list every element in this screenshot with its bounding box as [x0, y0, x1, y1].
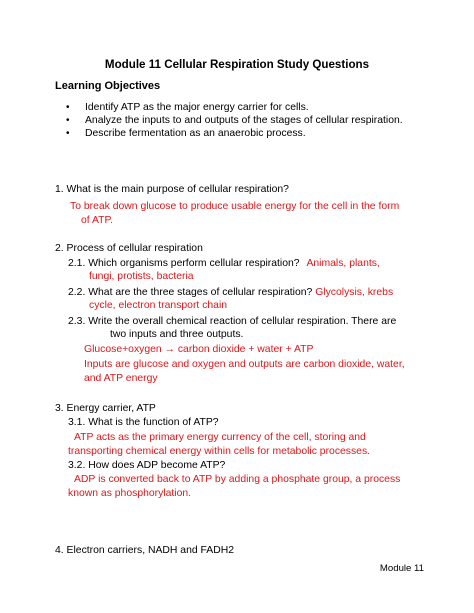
question-1: 1. What is the main purpose of cellular respiration? — [55, 184, 289, 195]
objective-text: Identify ATP as the major energy carrier for cells. — [85, 102, 309, 113]
answer-2-3-line-2: Inputs are glucose and oxygen and outputs are carbon dioxide, water, — [84, 359, 405, 370]
page-footer: Module 11 — [379, 563, 424, 574]
question-2-2-label: 2.2. What are the three stages of cellular respiration? — [68, 287, 313, 298]
question-3-1: 3.1. What is the function of ATP? — [68, 417, 219, 428]
bullet-icon: • — [66, 102, 70, 113]
question-2-1-label: 2.1. Which organisms perform cellular respiration? — [68, 258, 300, 269]
answer-1-line-2: of ATP. — [81, 215, 113, 226]
answer-2-2-part-1: Glycolysis, krebs — [315, 287, 394, 298]
bullet-icon: • — [66, 115, 70, 126]
bullet-icon: • — [66, 128, 70, 139]
answer-2-2-part-2: cycle, electron transport chain — [89, 300, 228, 311]
answer-2-1-part-2: fungi, protists, bacteria — [89, 271, 194, 282]
answer-1-line-1: To break down glucose to produce usable energy for the cell in the form — [70, 201, 400, 212]
answer-3-2-line-2: known as phosphorylation. — [68, 488, 192, 499]
answer-3-2-line-1: ADP is converted back to ATP by adding a phosphate group, a process — [74, 474, 401, 485]
objective-text: Describe fermentation as an anaerobic process. — [85, 128, 306, 139]
question-2-3-line-1: 2.3. Write the overall chemical reaction of cellular respiration. There are — [68, 316, 397, 327]
question-3-2: 3.2. How does ADP become ATP? — [68, 460, 226, 471]
question-4-heading: 4. Electron carriers, NADH and FADH2 — [55, 545, 235, 556]
answer-2-3-equation: Glucose+oxygen → carbon dioxide + water + ATP — [84, 344, 314, 355]
objective-text: Analyze the inputs to and outputs of the stages of cellular respiration. — [85, 115, 403, 126]
page-title: Module 11 Cellular Respiration Study Questions — [104, 58, 370, 71]
answer-3-1-line-1: ATP acts as the primary energy currency of the cell, storing and — [74, 432, 366, 443]
question-2-3-line-2: two inputs and three outputs. — [110, 329, 244, 340]
question-3-heading: 3. Energy carrier, ATP — [55, 403, 156, 414]
objectives-heading: Learning Objectives — [55, 80, 161, 92]
question-2-1 — [68, 257, 380, 270]
answer-2-1-part-1: Animals, plants, — [306, 258, 380, 269]
question-2-2 — [68, 286, 393, 299]
question-2-heading: 2. Process of cellular respiration — [55, 243, 203, 254]
answer-2-3-line-3: and ATP energy — [84, 373, 158, 384]
answer-3-1-line-2: transporting chemical energy within cells for metabolic processes. — [68, 446, 371, 457]
